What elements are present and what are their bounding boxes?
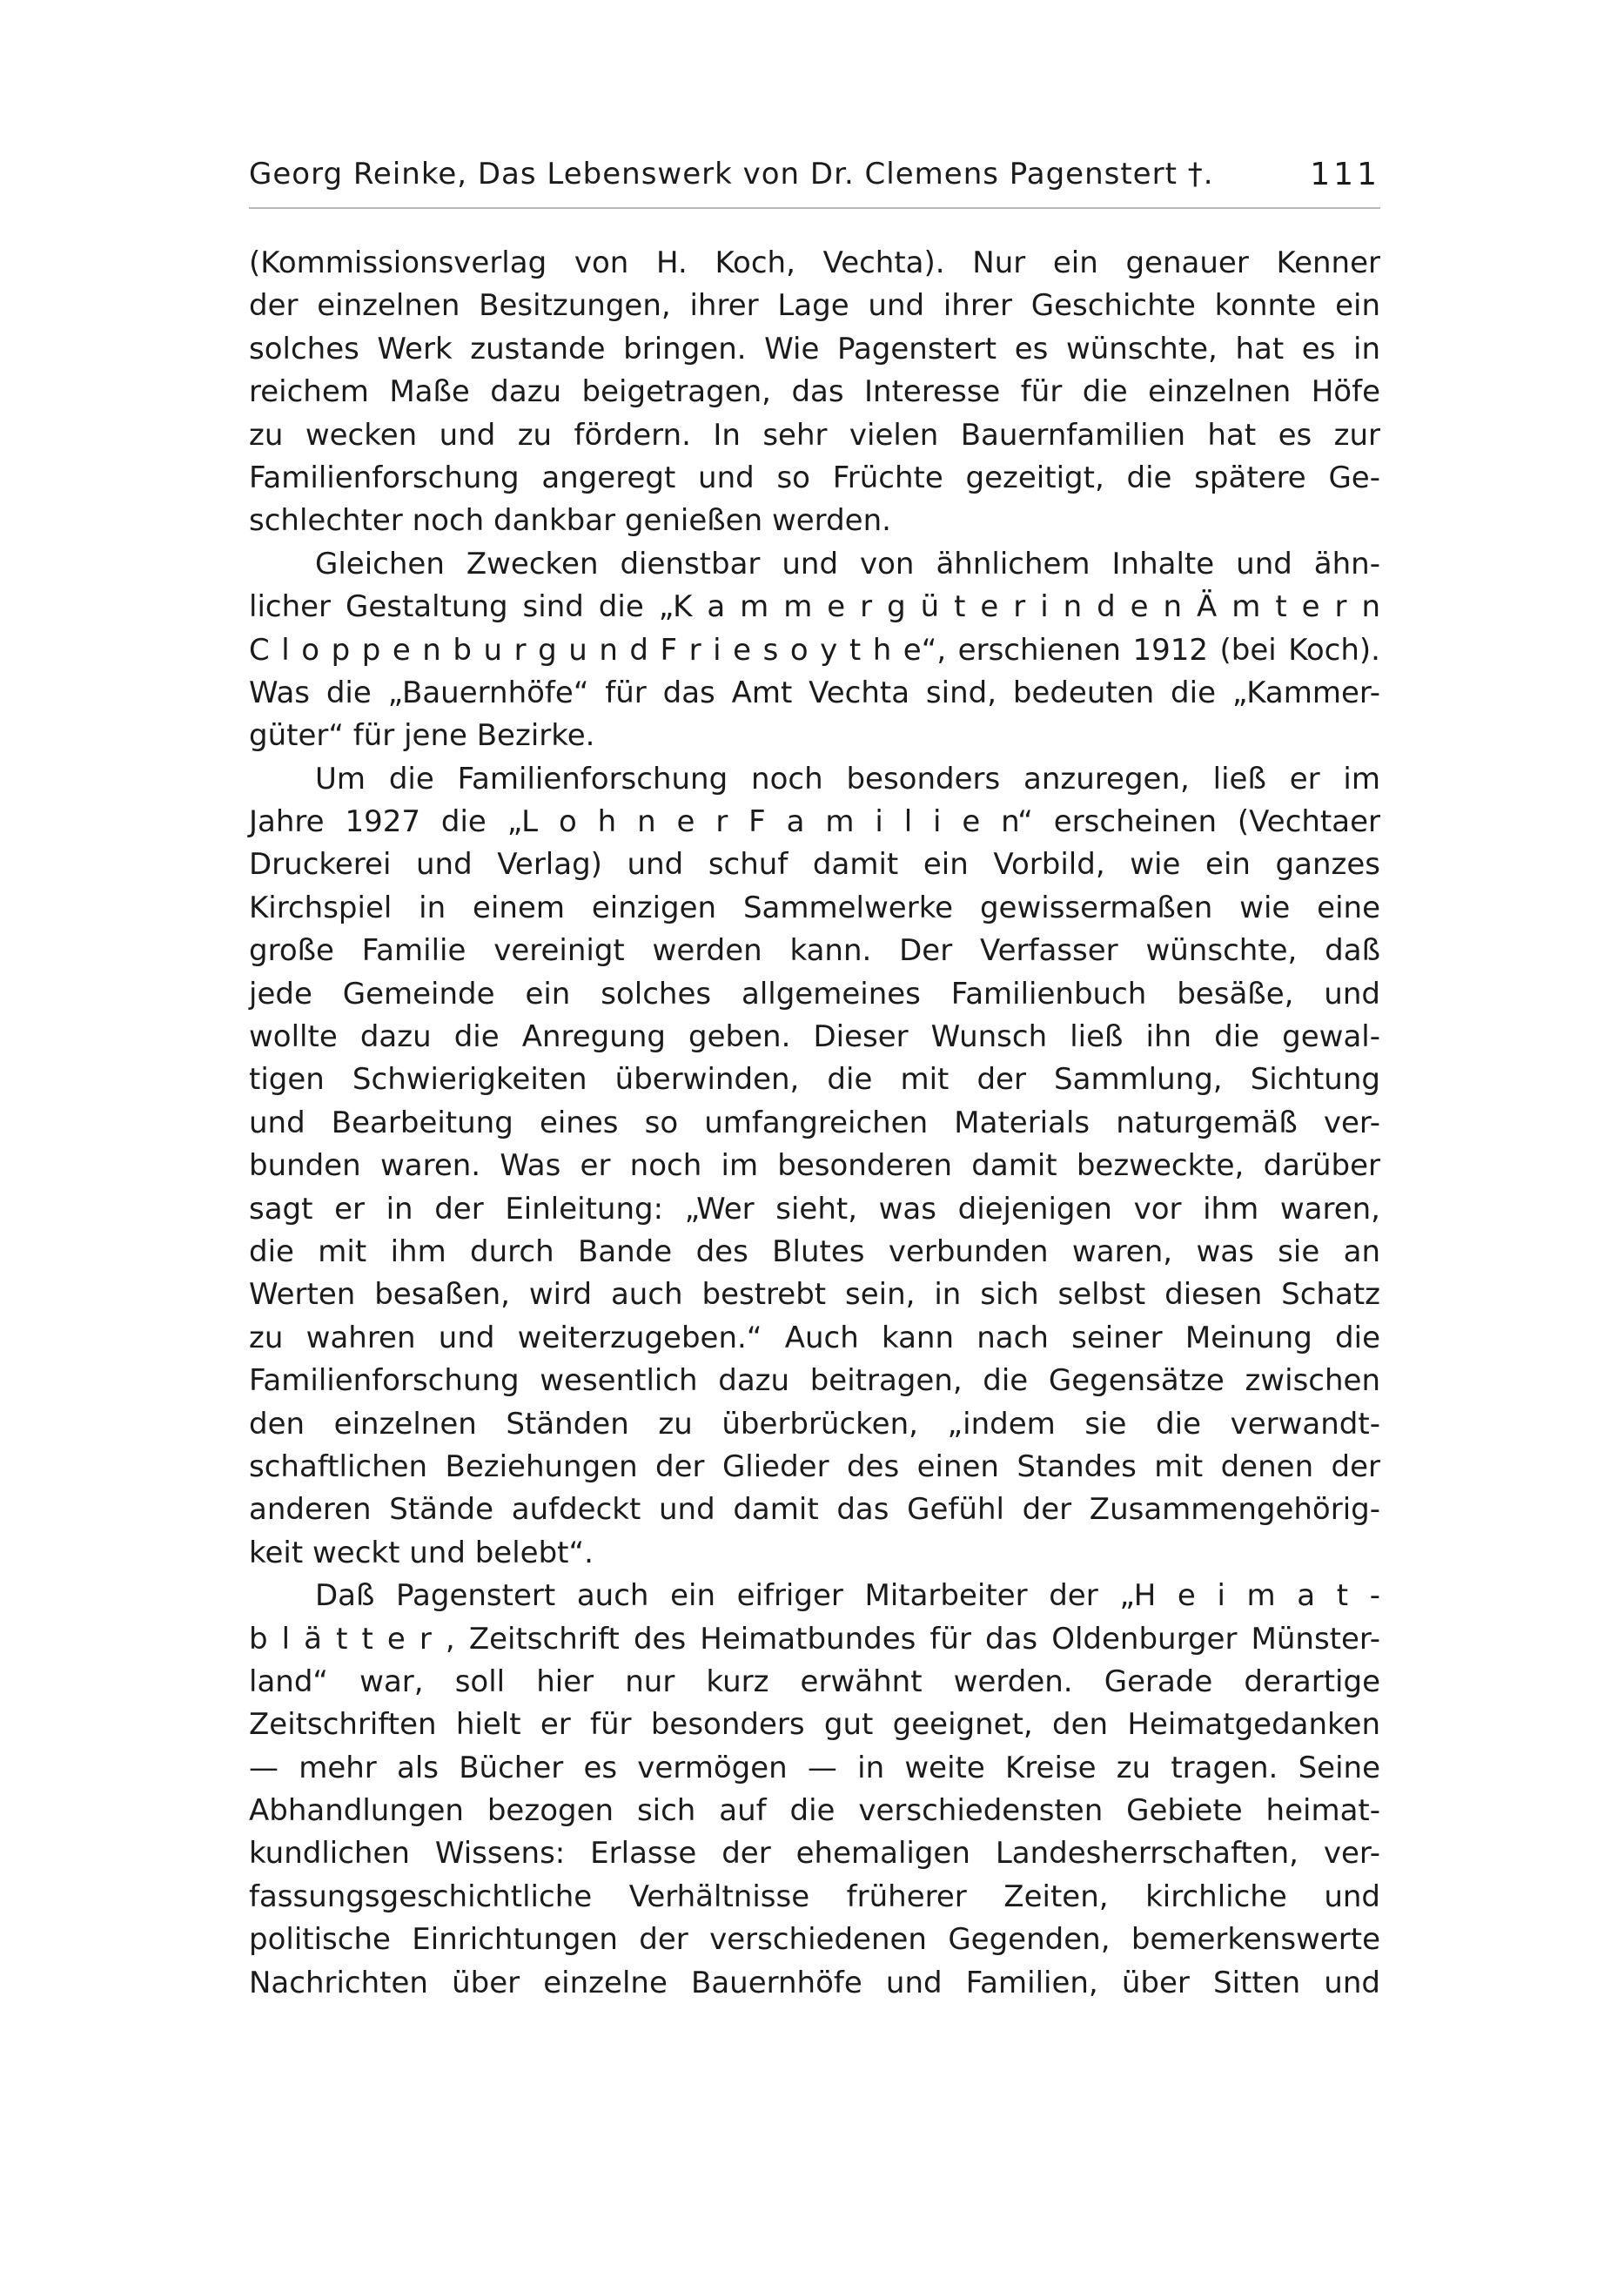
text-line: kundlichen Wissens: Erlasse der ehemaligen Landesherrschaften, ver- [249, 1836, 1380, 1872]
text-line: der einzelnen Besitzungen, ihrer Lage und ihrer Geschichte konnte ein [249, 288, 1380, 324]
text-line: land“ war, soll hier nur kurz erwähnt werden. Gerade derartige [249, 1664, 1380, 1699]
text-line: anderen Stände aufdeckt und damit das Gefühl der Zusammengehörig- [249, 1492, 1380, 1528]
text-line: und Bearbeitung eines so umfangreichen Materials naturgemäß ver- [249, 1105, 1380, 1140]
text-line: Um die Familienforschung noch besonders anzuregen, ließ er im [315, 761, 1380, 796]
text-line: Familienforschung wesentlich dazu beitragen, die Gegensätze zwischen [249, 1363, 1380, 1399]
text-line: zu wecken und zu fördern. In sehr vielen Bauernfamilien hat es zur [249, 417, 1380, 453]
text-line: schaftlichen Beziehungen der Glieder des einen Standes mit denen der [249, 1448, 1380, 1484]
text-line: solches Werk zustande bringen. Wie Pagenstert es wünschte, hat es in [249, 331, 1380, 366]
text-line: — mehr als Bücher es vermögen — in weite Kreise zu tragen. Seine [249, 1750, 1380, 1785]
text-line: Familienforschung angeregt und so Früchte gezeitigt, die spätere Ge- [249, 460, 1380, 495]
text-line: politische Einrichtungen der verschiedenen Gegenden, bemerkenswerte [249, 1922, 1380, 1958]
text-line: Kirchspiel in einem einzigen Sammelwerke gewissermaßen wie eine [249, 890, 1380, 925]
running-title: Georg Reinke, Das Lebenswerk von Dr. Clemens Pagenstert †. [249, 157, 1214, 192]
text-line: Jahre 1927 die „L o h n e r F a m i l i e n“ erscheinen (Vechtaer [249, 804, 1380, 840]
text-line: wollte dazu die Anregung geben. Dieser Wunsch ließ ihn die gewal- [249, 1019, 1380, 1055]
text-line: jede Gemeinde ein solches allgemeines Familienbuch besäße, und [249, 976, 1380, 1012]
text-line: die mit ihm durch Bande des Blutes verbunden waren, was sie an [249, 1233, 1380, 1269]
text-line: Werten besaßen, wird auch bestrebt sein, in sich selbst diesen Schatz [249, 1277, 1380, 1313]
page-number: 111 [1310, 157, 1380, 192]
text-line: schlechter noch dankbar genießen werden. [249, 503, 891, 539]
text-line: güter“ für jene Bezirke. [249, 718, 595, 754]
text-line: tigen Schwierigkeiten überwinden, die mit der Sammlung, Sichtung [249, 1062, 1380, 1098]
text-line: Zeitschriften hielt er für besonders gut geeignet, den Heimatgedanken [249, 1707, 1380, 1743]
running-header [249, 157, 1380, 209]
text-line: C l o p p e n b u r g u n d F r i e s o y t h e“, erschienen 1912 (bei Koch). [249, 632, 1380, 668]
text-line: bunden waren. Was er noch im besonderen damit bezweckte, darüber [249, 1148, 1380, 1184]
text-line: Nachrichten über einzelne Bauernhöfe und Familien, über Sitten und [249, 1965, 1380, 2000]
text-line: licher Gestaltung sind die „K a m m e r g ü t e r i n d e n Ä m t e r n [249, 589, 1380, 625]
text-line: (Kommissionsverlag von H. Koch, Vechta). Nur ein genauer Kenner [249, 245, 1380, 280]
text-line: sagt er in der Einleitung: „Wer sieht, was diejenigen vor ihm waren, [249, 1191, 1380, 1227]
text-line: b l ä t t e r , Zeitschrift des Heimatbundes für das Oldenburger Münster- [249, 1621, 1380, 1657]
text-line: reichem Maße dazu beigetragen, das Interesse für die einzelnen Höfe [249, 374, 1380, 410]
body-text [249, 242, 1380, 2005]
text-line: große Familie vereinigt werden kann. Der Verfasser wünschte, daß [249, 933, 1380, 969]
header-rule [249, 207, 1380, 209]
text-line: den einzelnen Ständen zu überbrücken, „indem sie die verwandt- [249, 1406, 1380, 1442]
text-line: zu wahren und weiterzugeben.“ Auch kann nach seiner Meinung die [249, 1320, 1380, 1355]
text-line: Abhandlungen bezogen sich auf die verschiedensten Gebiete heimat- [249, 1793, 1380, 1829]
text-line: Daß Pagenstert auch ein eifriger Mitarbeiter der „H e i m a t - [315, 1578, 1380, 1614]
text-line: Was die „Bauernhöfe“ für das Amt Vechta sind, bedeuten die „Kammer- [249, 675, 1380, 710]
text-line: keit weckt und belebt“. [249, 1535, 594, 1570]
text-line: fassungsgeschichtliche Verhältnisse früherer Zeiten, kirchliche und [249, 1879, 1380, 1914]
text-line: Gleichen Zwecken dienstbar und von ähnlichem Inhalte und ähn- [315, 546, 1380, 581]
text-line: Druckerei und Verlag) und schuf damit ein Vorbild, wie ein ganzes [249, 847, 1380, 883]
